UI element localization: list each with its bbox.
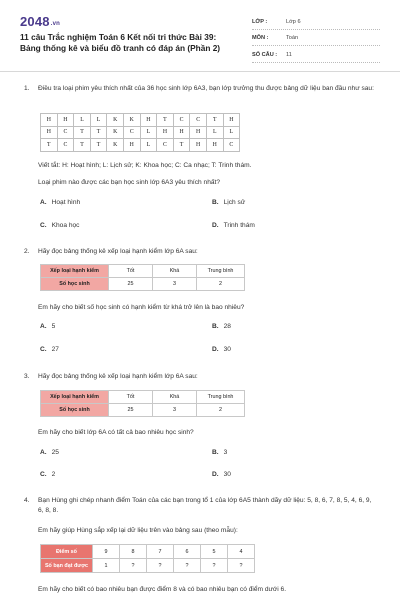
movie-data-table (40, 113, 240, 152)
table-cell: ? (147, 559, 174, 573)
option-letter: B. (212, 199, 219, 206)
meta-row-count (252, 48, 380, 63)
question-number: 4. (24, 497, 30, 504)
table-cell: Khá (153, 265, 197, 278)
site-logo[interactable] (20, 14, 60, 29)
table-row (41, 278, 245, 291)
question-text: Em hãy cho biết lớp 6A có tất cả bao nhiêu học sinh? (38, 429, 194, 436)
table-cell: L (90, 114, 107, 127)
table-cell: C (190, 114, 207, 127)
option-letter: C. (40, 471, 47, 478)
option-letter: D. (212, 471, 219, 478)
document-header (0, 0, 400, 72)
meta-value: 11 (286, 51, 292, 58)
answer-option-c[interactable] (40, 471, 55, 478)
conduct-table (40, 264, 245, 291)
table-row (41, 139, 240, 152)
table-cell: L (140, 126, 157, 139)
score-table (40, 544, 255, 573)
question-instruction: Em hãy giúp Hùng sắp xếp lại dữ liệu trên vào bảng sau (theo mẫu): (38, 527, 238, 534)
option-text: Hoạt hình (51, 199, 81, 206)
option-text: 30 (223, 346, 231, 353)
table-cell: 1 (93, 559, 120, 573)
option-letter: B. (212, 323, 219, 330)
question-text: Em hãy cho biết số học sinh có hạnh kiểm từ khá trở lên là bao nhiêu? (38, 304, 245, 311)
table-cell: C (157, 139, 174, 152)
question-prompt: Hãy đọc bảng thống kê xếp loại hạnh kiểm lớp 6A sau: (38, 373, 198, 380)
table-cell: Khá (153, 391, 197, 404)
answer-option-d[interactable] (212, 471, 231, 478)
option-text: 25 (51, 449, 59, 456)
option-text: 2 (51, 471, 56, 478)
conduct-table (40, 390, 245, 417)
question-text: Loại phim nào được các bạn học sinh lớp 6A3 yêu thích nhất? (38, 179, 221, 186)
option-letter: A. (40, 199, 47, 206)
meta-value: Toán (286, 35, 299, 42)
option-letter: D. (212, 222, 219, 229)
table-cell: C (123, 126, 140, 139)
table-cell: L (74, 114, 91, 127)
table-header-cell: Số học sinh (41, 278, 109, 291)
table-cell: K (123, 114, 140, 127)
meta-label: SỐ CÂU : (252, 51, 278, 58)
table-cell: T (206, 114, 223, 127)
table-cell: T (74, 139, 91, 152)
answer-option-d[interactable] (212, 222, 255, 229)
table-cell: T (90, 139, 107, 152)
question-number: 1. (24, 85, 30, 92)
table-cell: C (223, 139, 240, 152)
table-cell: 3 (153, 278, 197, 291)
table-row (41, 265, 245, 278)
table-row (41, 126, 240, 139)
table-cell: 25 (109, 404, 153, 417)
meta-row-subject (252, 32, 380, 47)
table-cell: 8 (120, 545, 147, 559)
table-header-cell: Số bạn đạt được (41, 559, 93, 573)
option-text: 3 (223, 449, 228, 456)
answer-option-b[interactable] (212, 449, 227, 456)
question-prompt: Hãy đọc bảng thống kê xếp loại hạnh kiểm lớp 6A sau: (38, 248, 198, 255)
question-prompt: Bạn Hùng ghi chép nhanh điểm Toán của các bạn trong tổ 1 của lớp 6A5 thành dãy dữ liệu: 5, 8, 6, 7, 8, 5, 4, 6, 9, 6, 8, 8. (38, 497, 372, 515)
table-cell: 7 (147, 545, 174, 559)
option-text: 28 (223, 323, 231, 330)
question-number: 2. (24, 248, 30, 255)
meta-row-class (252, 15, 380, 30)
table-cell: ? (174, 559, 201, 573)
table-cell: ? (201, 559, 228, 573)
answer-option-c[interactable] (40, 346, 59, 353)
option-text: 30 (223, 471, 231, 478)
table-cell: K (107, 114, 124, 127)
table-row (41, 391, 245, 404)
table-cell: K (107, 126, 124, 139)
table-cell: H (206, 139, 223, 152)
option-letter: D. (212, 346, 219, 353)
table-cell: 2 (197, 404, 245, 417)
table-cell: 9 (93, 545, 120, 559)
table-cell: K (107, 139, 124, 152)
table-header-cell: Xếp loại hạnh kiểm (41, 391, 109, 404)
option-text: Khoa học (51, 222, 80, 229)
table-cell: L (223, 126, 240, 139)
table-cell: H (157, 126, 174, 139)
table-cell: C (57, 126, 74, 139)
meta-value: Lớp 6 (286, 18, 301, 25)
table-cell: H (190, 126, 207, 139)
table-cell: C (173, 114, 190, 127)
table-row (41, 404, 245, 417)
table-cell: T (157, 114, 174, 127)
table-row (41, 114, 240, 127)
table-cell: H (190, 139, 207, 152)
table-cell: H (140, 114, 157, 127)
answer-option-d[interactable] (212, 346, 231, 353)
table-header-cell: Số học sinh (41, 404, 109, 417)
option-text: Trinh thám (223, 222, 255, 229)
meta-label: LỚP : (252, 18, 268, 25)
table-cell: H (173, 126, 190, 139)
table-cell: L (206, 126, 223, 139)
option-text: 27 (51, 346, 59, 353)
table-cell: ? (120, 559, 147, 573)
option-letter: B. (212, 449, 219, 456)
table-cell: Trung bình (197, 391, 245, 404)
question-prompt: Điều tra loại phim yêu thích nhất của 36 học sinh lớp 6A3, bạn lớp trưởng thu được bảng dữ liệu ban đầu như sau: (38, 85, 374, 92)
abbreviation-note: Viết tắt: H: Hoạt hình; L: Lịch sử; K: Khoa học; C: Ca nhạc; T: Trinh thám. (38, 162, 252, 169)
table-cell: T (90, 126, 107, 139)
logo-suffix: .vn (50, 21, 61, 27)
table-cell: T (41, 139, 58, 152)
answer-option-b[interactable] (212, 199, 245, 206)
table-cell: 4 (228, 545, 255, 559)
option-letter: C. (40, 346, 47, 353)
meta-info (252, 15, 380, 65)
table-cell: Trung bình (197, 265, 245, 278)
answer-option-b[interactable] (212, 323, 231, 330)
table-cell: H (41, 126, 58, 139)
table-cell: Tốt (109, 265, 153, 278)
table-row (41, 545, 255, 559)
table-cell: L (140, 139, 157, 152)
table-header-cell: Điểm số (41, 545, 93, 559)
answer-option-a[interactable] (40, 199, 80, 206)
table-cell: 5 (201, 545, 228, 559)
question-number: 3. (24, 373, 30, 380)
logo-text: 2048 (20, 14, 50, 29)
table-cell: H (41, 114, 58, 127)
answer-option-c[interactable] (40, 222, 79, 229)
table-cell: H (57, 114, 74, 127)
table-cell: 2 (197, 278, 245, 291)
table-cell: T (173, 139, 190, 152)
meta-label: MÔN : (252, 35, 269, 42)
table-cell: C (57, 139, 74, 152)
table-cell: H (223, 114, 240, 127)
option-text: 5 (51, 323, 56, 330)
option-letter: C. (40, 222, 47, 229)
table-cell: ? (228, 559, 255, 573)
option-text: Lịch sử (223, 199, 246, 206)
table-row (41, 559, 255, 573)
page-title: 11 câu Trắc nghiệm Toán 6 Kết nối tri thức Bài 39: Bảng thống kê và biểu đồ tranh có đáp án (Phần 2) (20, 32, 221, 53)
table-cell: 6 (174, 545, 201, 559)
table-cell: T (74, 126, 91, 139)
table-cell: 25 (109, 278, 153, 291)
table-cell: Tốt (109, 391, 153, 404)
question-text: Em hãy cho biết có bao nhiêu bạn được điểm 8 và có bao nhiêu bạn có điểm dưới 6. (38, 586, 287, 593)
table-cell: 3 (153, 404, 197, 417)
option-letter: A. (40, 323, 47, 330)
answer-option-a[interactable] (40, 323, 55, 330)
table-header-cell: Xếp loại hạnh kiểm (41, 265, 109, 278)
answer-option-a[interactable] (40, 449, 59, 456)
table-cell: H (123, 139, 140, 152)
option-letter: A. (40, 449, 47, 456)
